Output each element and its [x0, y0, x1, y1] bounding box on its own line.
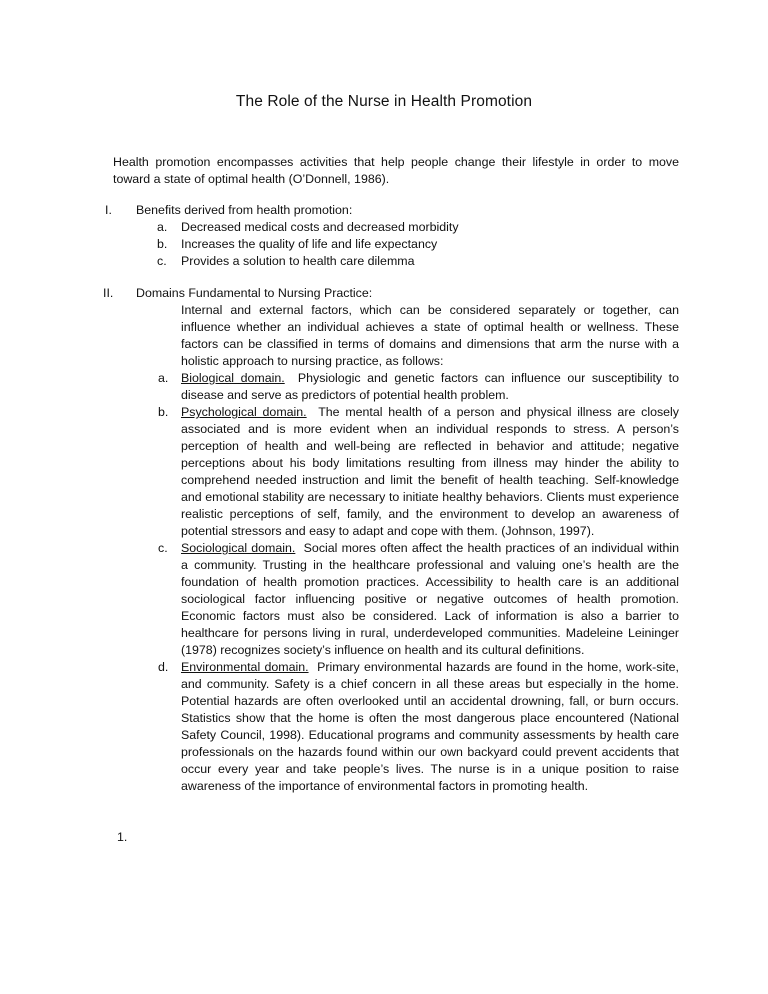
list-item — [136, 236, 679, 253]
intro-paragraph: Health promotion encompasses activities that help people change their lifestyle in order to move toward a state of optimal health (O’Donnell, 1986). — [113, 155, 679, 186]
domain-name: Sociological domain. — [181, 541, 296, 555]
domains-intro-paragraph: Internal and external factors, which can be considered separately or together, can influence whether an individual achieves a state of optimal health or wellness. These factors can be classified in terms of domains and dimensions that arm the nurse with a holistic approach to nursing practice, as follows: — [181, 303, 679, 368]
section-2-heading: Domains Fundamental to Nursing Practice: — [136, 286, 373, 300]
domain-name: Biological domain. — [181, 371, 285, 385]
domain-text: The mental health of a person and physical illness are closely associated and is more evident when an individual responds to stress. A person’s perception of health and well-being are reflected in behavior and attitude; negative perceptions about his body limitations resulting from illness may hinder the ability to comprehend needed instruction and limit the benefit of health teaching. Self-knowledge and emotional stability are necessary to initiate healthy behaviors. Clients must experience realistic perceptions of self, family, and the environment to develop an awareness of potential stressors and easy to adapt and cope with them. (Johnson, 1997). — [181, 405, 679, 538]
section-1-heading: Benefits derived from health promotion: — [136, 203, 353, 217]
domain-text: Physiologic and genetic factors can influence our susceptibility to disease and serve as predictors of potential health problem. — [181, 371, 680, 402]
benefits-list — [136, 219, 679, 270]
list-marker: b. — [158, 405, 169, 419]
list-marker: b. — [157, 237, 168, 251]
list-item — [136, 404, 679, 540]
domain-name: Environmental domain. — [181, 660, 309, 674]
list-item — [136, 370, 679, 404]
list-marker: d. — [158, 660, 169, 674]
list-marker: c. — [157, 254, 167, 268]
list-marker: a. — [157, 220, 168, 234]
list-marker: a. — [158, 371, 169, 385]
list-item-text: Provides a solution to health care dilemma — [181, 254, 415, 268]
list-item — [136, 253, 679, 270]
list-marker: c. — [158, 541, 168, 555]
domain-text: Primary environmental hazards are found in the home, work-site, and community. Safety is a chief concern in all these areas but especially in the home. Potential hazards are often overlooked until an accidental drowning, fall, or burn occurs. Statistics show that the home is often the most dangerous place encountered (National Safety Council, 1998). Educational programs and community assessments by health care professionals on the hazards found within our own backyard could prevent accidents that occur every year and take people’s lives. The nurse is in a unique position to raise awareness of the importance of environmental factors in promoting health. — [181, 660, 679, 793]
list-item-text: Decreased medical costs and decreased morbidity — [181, 220, 459, 234]
section-1-numeral: I. — [105, 203, 112, 217]
list-item — [136, 219, 679, 236]
list-item-text: Increases the quality of life and life expectancy — [181, 237, 438, 251]
domains-list — [136, 370, 679, 795]
trailing-list-number: 1. — [117, 830, 128, 844]
section-2-numeral: II. — [103, 286, 114, 300]
domain-text: Social mores often affect the health practices of an individual within a community. Trusting in the healthcare professional and valuing one’s health are the foundation of health promotion practices. Accessibility to health care is an additional sociological factor influencing positive or negative outcomes of health promotion. Economic factors must also be considered. Lack of information is also a barrier to healthcare for persons living in rural, underdeveloped communities. Madeleine Leininger (1978) recognizes society’s influence on health and its cultural definitions. — [181, 541, 679, 657]
list-item — [136, 540, 679, 659]
list-item — [136, 659, 679, 795]
domain-name: Psychological domain. — [181, 405, 307, 419]
page-title: The Role of the Nurse in Health Promotion — [235, 93, 533, 110]
